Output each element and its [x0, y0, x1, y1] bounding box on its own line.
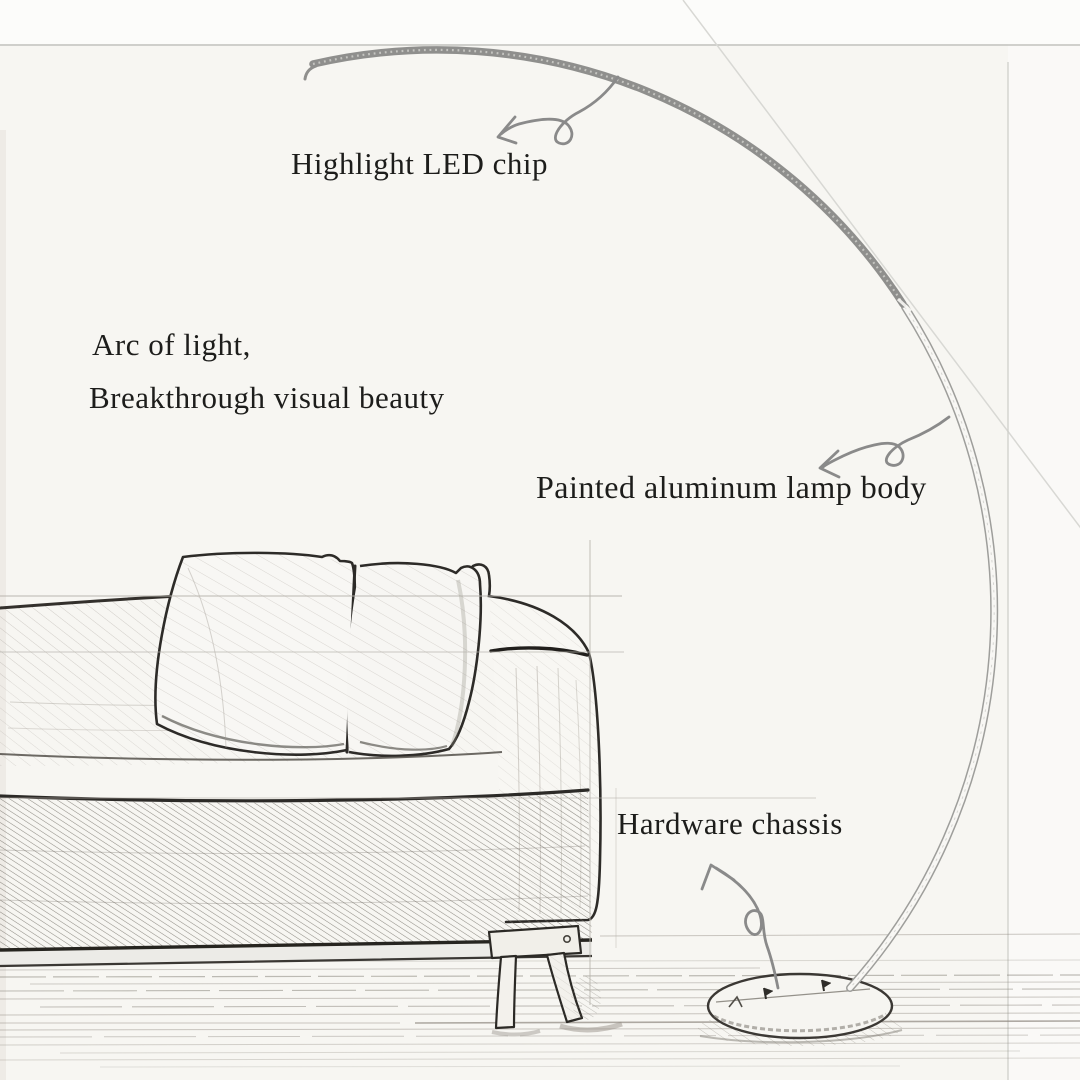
label-led-chip: Highlight LED chip	[291, 146, 548, 181]
sofa-pillow-right	[347, 563, 481, 756]
sofa-pillow-left	[155, 553, 355, 755]
top-wall-strip	[0, 0, 1080, 44]
tagline-line-2: Breakthrough visual beauty	[89, 380, 445, 415]
base-plate	[708, 974, 892, 1038]
tagline-line-1: Arc of light,	[92, 327, 251, 362]
leg-shadow	[571, 976, 601, 1020]
right-wall-strip	[1008, 44, 1080, 1080]
lamp-base	[698, 974, 902, 1046]
label-lamp-body: Painted aluminum lamp body	[536, 469, 927, 505]
label-chassis: Hardware chassis	[617, 806, 843, 841]
